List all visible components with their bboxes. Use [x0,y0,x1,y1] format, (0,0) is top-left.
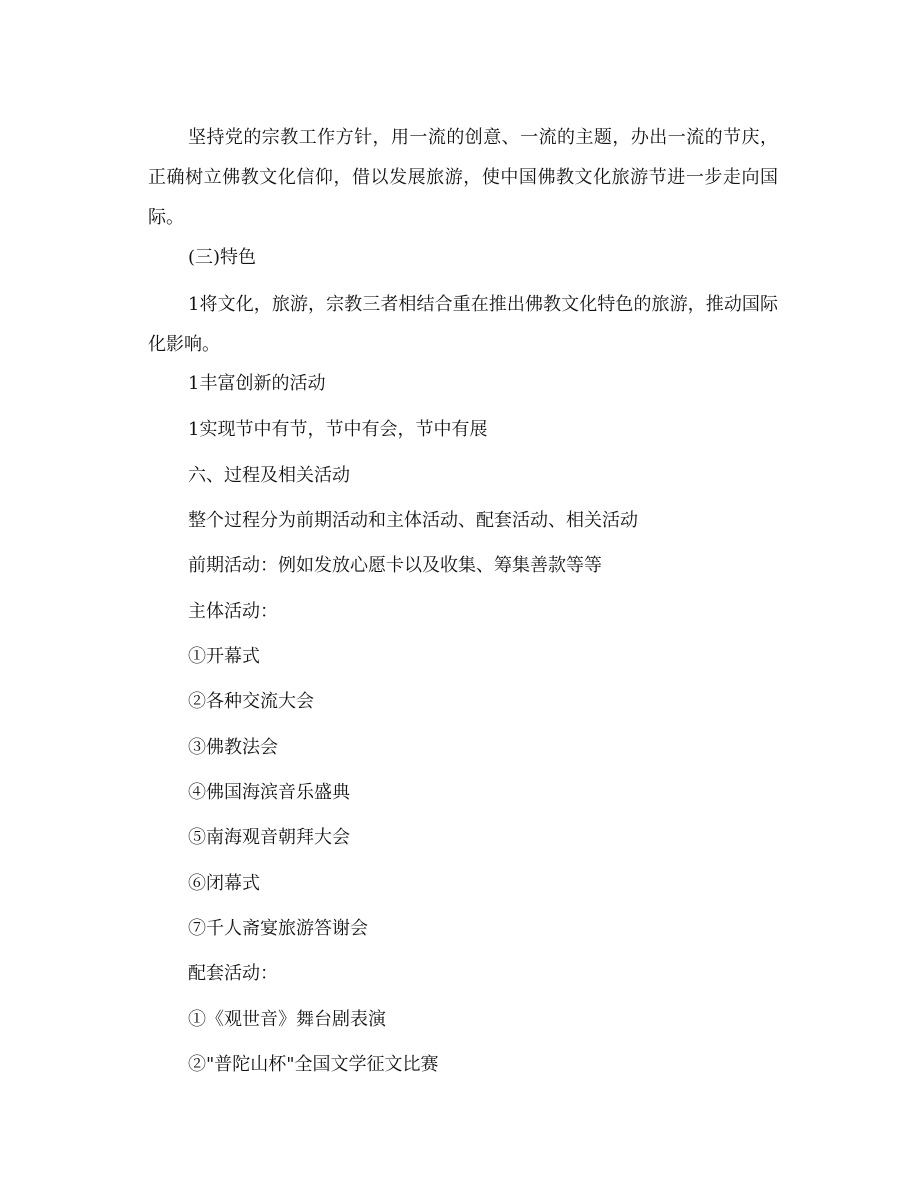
list-item-main-7: ⑦千人斋宴旅游答谢会 [188,918,368,939]
heading-supporting-activities: 配套活动： [188,963,278,984]
paragraph-feature-2: 1丰富创新的活动 [188,373,326,394]
list-item-main-3: ③佛教法会 [188,737,278,758]
list-item-supporting-2: ②"普陀山杯"全国文学征文比赛 [188,1054,439,1075]
paragraph-feature-3: 1实现节中有节，节中有会，节中有展 [188,419,488,440]
list-item-main-2: ②各种交流大会 [188,691,314,712]
paragraph-process-overview: 整个过程分为前期活动和主体活动、配套活动、相关活动 [188,510,638,531]
list-item-main-5: ⑤南海观音朝拜大会 [188,827,350,848]
paragraph-policy: 坚持党的宗教工作方针，用一流的创意、一流的主题，办出一流的节庆，正确树立佛教文化信仰，借以发展旅游，使中国佛教文化旅游节进一步走向国际。 [148,127,778,228]
paragraph-feature-1: 1将文化，旅游，宗教三者相结合重在推出佛教文化特色的旅游，推动国际化影响。 [148,294,778,355]
heading-process: 六、过程及相关活动 [188,465,350,486]
heading-main-activities: 主体活动： [188,601,278,622]
list-item-main-6: ⑥闭幕式 [188,873,260,894]
list-item-main-1: ①开幕式 [188,646,260,667]
list-item-supporting-1: ①《观世音》舞台剧表演 [188,1009,386,1030]
heading-features: (三)特色 [188,247,257,268]
list-item-main-4: ④佛国海滨音乐盛典 [188,782,350,803]
paragraph-pre-activities: 前期活动：例如发放心愿卡以及收集、筹集善款等等 [188,555,602,576]
